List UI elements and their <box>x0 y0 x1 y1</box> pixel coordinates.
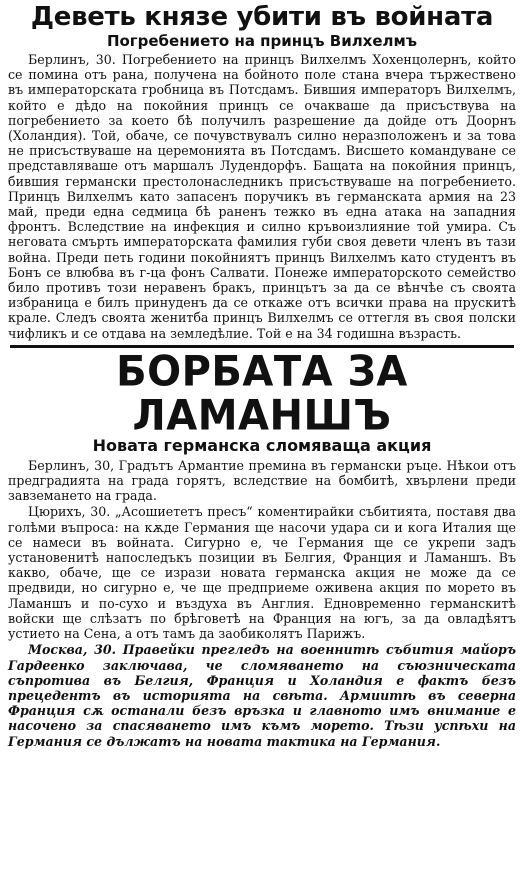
paragraph-zurich: Цюрихъ, 30. „Асошиететъ пресъ“ коментирайки събитията, поставя два голѣми въпроса: на кѫде Германия ще насочи удара си и кога Италия ще се намеси въ войната. Сигурно е, че Германия ще се укрепи задъ установенитѣ напоследъкъ позиции въ Белгия, Франция и Ламаншъ. Въ какво, обаче, ще се изрази новата германска акция не може да се предвиди, но сигурно е, че ще предприеме оживена акция по морето въ Ламаншъ и по-сухо и въздуха въ Англия. Едновременно германскитѣ войски ще слѣзатъ по брѣговетѣ на Франция на югъ, за да овладѣятъ устието на Сена, а отъ тамъ да заобиколятъ Парижъ. <box>8 504 516 642</box>
article-princes-body <box>8 52 516 341</box>
paragraph-moscow: Москва, 30. Правейки прегледъ на военнитѣ събития майоръ Гардеенко заключава, че сломяването на съюзническата съпротива въ Белгия, Франция и Холандия е фактъ безъ прецедентъ въ историята на свѣта. Армиитѣ въ северна Франция сѫ останали безъ връзка и главното имъ внимание е насочено за спасяването имъ къмъ морето. Тѣзи успѣхи на Германия се дължатъ на новата тактика на Германия. <box>8 642 516 749</box>
subheadline-offensive: Новата германска сломяваща акция <box>92 435 432 455</box>
article-channel <box>8 347 516 749</box>
article-princes <box>8 2 516 341</box>
paragraph-berlin: Берлинъ, 30, Градътъ Армантие премина въ германски ръце. Нѣкои отъ предградията на града горятъ, вследствие на бомбитѣ, хвърлени преди завземането на града. <box>8 457 516 504</box>
headline-channel: БОРБАТА ЗА ЛАМАНШЪ <box>116 347 408 441</box>
headline-princes: Деветь князе убити въ войната <box>30 2 494 32</box>
subheadline-funeral: Погребението на принцъ Вилхелмъ <box>106 32 418 50</box>
article-channel-body <box>8 458 516 749</box>
paragraph: Берлинъ, 30. Погребението на принцъ Вилхелмъ Хохенцолернъ, който се помина отъ рана, получена на бойното поле стана вчера тържествено въ императорската гробница въ Потсдамъ. Бившия императоръ Вилхелмъ, който е дѣдо на покойния принцъ се очакваше да присъствува на погребението за което бѣ получилъ разрешение да дойде отъ Доорнъ (Холандия). Той, обаче, се почувствувалъ силно неразположенъ и за това не присъствуваше на церемонията въ Потсдамъ. Висшето командуване се представляваше отъ маршалъ Лудендорфъ. Бащата на покойния принцъ, бившия германски престолонаследникъ присъствуваше на погребението. Принцъ Вилхелмъ като запасенъ поручикъ въ германската армия на 23 май, преди една седмица бѣ раненъ тежко въ една атака на западния фронтъ. Вследствие на инфекция и силно кръвоизлияние той умира. Съ неговата смърть императорската фамилия губи своя девети членъ въ тази война. Преди петь години покойниятъ принцъ Вилхелмъ като студентъ въ Бонъ се влюбва въ г-ца фонъ Салвати. Понеже императорското семейство било противъ този неравенъ бракъ, принцътъ за да се вѣнчѣе съ своята избраница е билъ принуденъ да се откаже отъ всички права на прускитѣ крале. Следъ своята женитба принцъ Вилхелмъ се оттегля въ своя полски чифликъ и се отдава на земледѣлие. Той е на 34 годишна възрасть. <box>8 52 516 341</box>
newspaper-page <box>0 2 524 884</box>
